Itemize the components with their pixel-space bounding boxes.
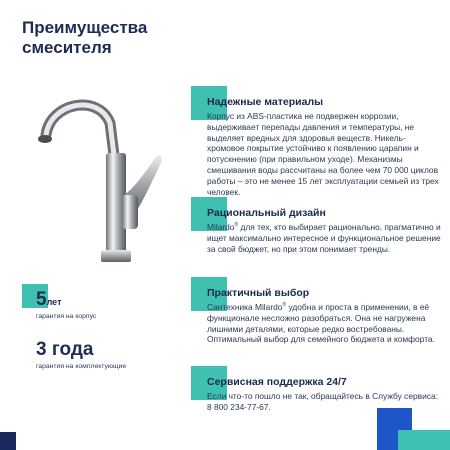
feature-text-after: удобна и проста в применении, в её функционале несложно разобраться. Она не нагружена лишними деталями, которые редко востребованы. Оптимальный выбор для семейного бюджета и комфорта. (207, 302, 435, 345)
feature-text-body: для тех, кто выбирает рационально, прагматично и ищет максимально интересное и функциональное решение за свой бюджет, но при этом понимает тренды. (207, 222, 441, 254)
decor-square-teal (398, 430, 450, 450)
feature-practical-choice (207, 287, 443, 345)
feature-text (207, 222, 443, 254)
feature-heading: Надежные материалы (207, 96, 324, 108)
registered-mark: ® (282, 302, 287, 309)
stat-unit: лет (46, 297, 62, 307)
warranty-parts-stat (36, 340, 126, 370)
feature-text (207, 302, 443, 345)
feature-heading: Сервисная поддержка 24/7 (207, 376, 347, 388)
feature-heading: Практичный выбор (207, 287, 310, 299)
page-title: Преимущества смесителя (22, 18, 148, 57)
stat-caption: гарантия на корпус (36, 313, 97, 320)
stat-number: 3 года (36, 339, 94, 360)
stat-number: 5 (36, 289, 47, 310)
feature-text-before: Сантехника Milardo (207, 302, 283, 312)
brand-name: Milardo (207, 222, 235, 232)
feature-heading: Рациональный дизайн (207, 207, 326, 219)
feature-text: Корпус из ABS-пластика не подвержен коррозии, выдерживает перепады давления и температуры, не выделяет вредных для здоровья веществ. Никель-хромовое покрытие устойчиво к появлению царапин и потускнению (при правильном уходе). Механизмы смешивания воды рассчитаны на более чем 70 000 циклов работы – это не менее 15 лет эксплуатации семьей из трех человек. (207, 111, 439, 197)
feature-reliable-materials (207, 96, 443, 197)
feature-rational-design (207, 207, 443, 254)
decor-square-navy (0, 432, 16, 450)
registered-mark: ® (234, 222, 239, 229)
warranty-body-stat (36, 290, 96, 320)
stat-caption: гарантия на комплектующие (36, 363, 127, 370)
feature-text: Если что-то пошло не так, обращайтесь в Службу сервиса: 8 800 234-77-67. (207, 391, 438, 412)
faucet-image (28, 95, 178, 280)
